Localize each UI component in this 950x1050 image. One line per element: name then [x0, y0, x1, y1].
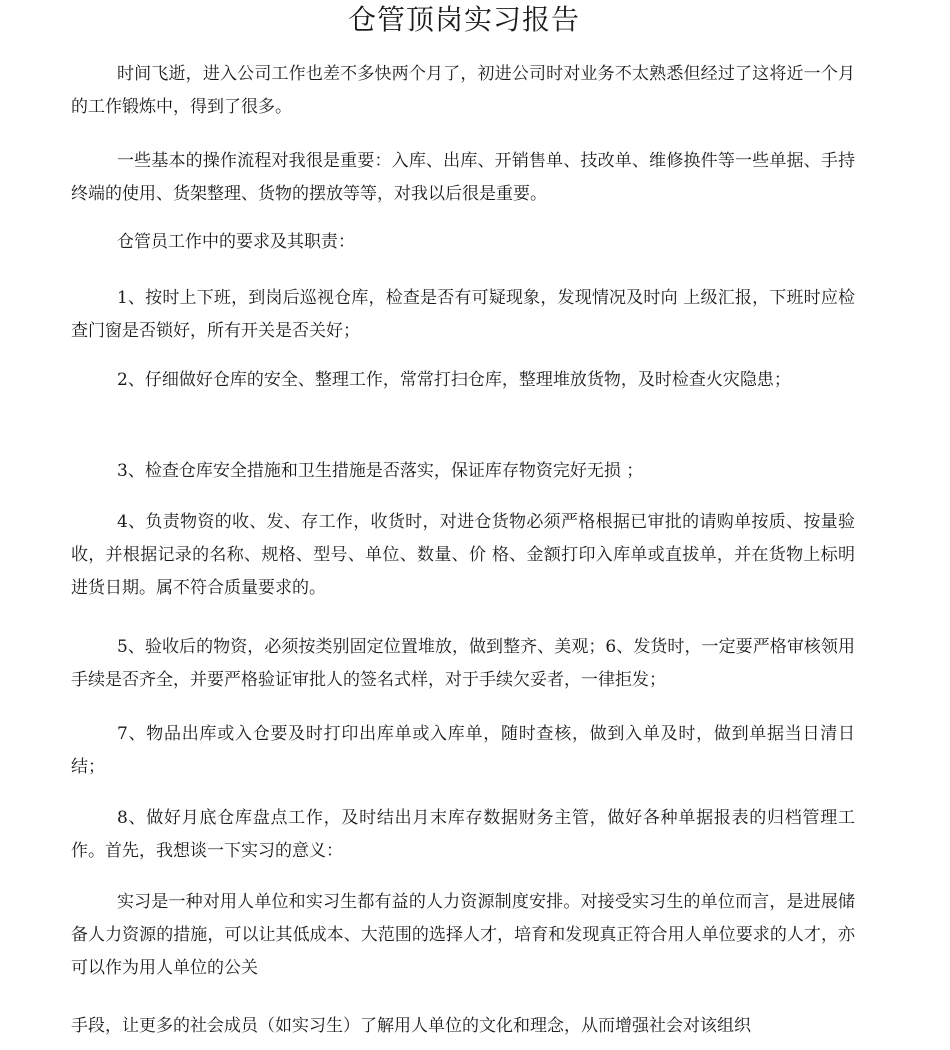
paragraph-duties-heading: 仓管员工作中的要求及其职责：: [117, 232, 355, 252]
paragraph-duty-1: 1、按时上下班，到岗后巡视仓库，检查是否有可疑现象，发现情况及时向 上级汇报，下班时应检查门窗是否锁好，所有开关是否关好；: [71, 288, 855, 341]
paragraph-duty-5-6: 5、验收后的物资，必须按类别固定位置堆放，做到整齐、美观；6、发货时，一定要严格审核领用手续是否齐全，并要严格验证审批人的签名式样，对于手续欠妥者，一律拒发；: [71, 637, 855, 690]
document-title: 仓管顶岗实习报告: [347, 3, 580, 36]
paragraph-duty-4: 4、负责物资的收、发、存工作，收货时，对进仓货物必须严格根据已审批的请购单按质、按量验收，并根据记录的名称、规格、型号、单位、数量、价 格、金额打印入库单或直拔单，并在货物上标明进货日期。属不符合质量要求的。: [71, 512, 855, 598]
paragraph-continuation: 手段，让更多的社会成员（如实习生）了解用人单位的文化和理念，从而增强社会对该组织: [71, 1016, 751, 1036]
paragraph-duty-2: 2、仔细做好仓库的安全、整理工作，常常打扫仓库，整理堆放货物，及时检查火灾隐患；: [117, 370, 791, 390]
paragraph-internship-meaning: 实习是一种对用人单位和实习生都有益的人力资源制度安排。对接受实习生的单位而言，是进展储备人力资源的措施，可以让其低成本、大范围的选择人才，培育和发现真正符合用人单位要求的人才，亦可以作为用人单位的公关: [71, 892, 855, 978]
paragraph-duty-3: 3、检查仓库安全措施和卫生措施是否落实，保证库存物资完好无损 ；: [117, 461, 644, 481]
paragraph-duty-7: 7、物品出库或入仓要及时打印出库单或入库单，随时查核，做到入单及时，做到单据当日清日结；: [71, 724, 855, 777]
paragraph-intro: 时间飞逝，进入公司工作也差不多快两个月了，初进公司时对业务不太熟悉但经过了这将近一个月的工作锻炼中，得到了很多。: [71, 64, 855, 117]
paragraph-duty-8: 8、做好月底仓库盘点工作，及时结出月末库存数据财务主管，做好各种单据报表的归档管理工作。首先，我想谈一下实习的意义：: [71, 808, 855, 861]
paragraph-operations: 一些基本的操作流程对我很是重要：入库、出库、开销售单、技改单、维修换件等一些单据、手持终端的使用、货架整理、货物的摆放等等，对我以后很是重要。: [71, 151, 855, 204]
